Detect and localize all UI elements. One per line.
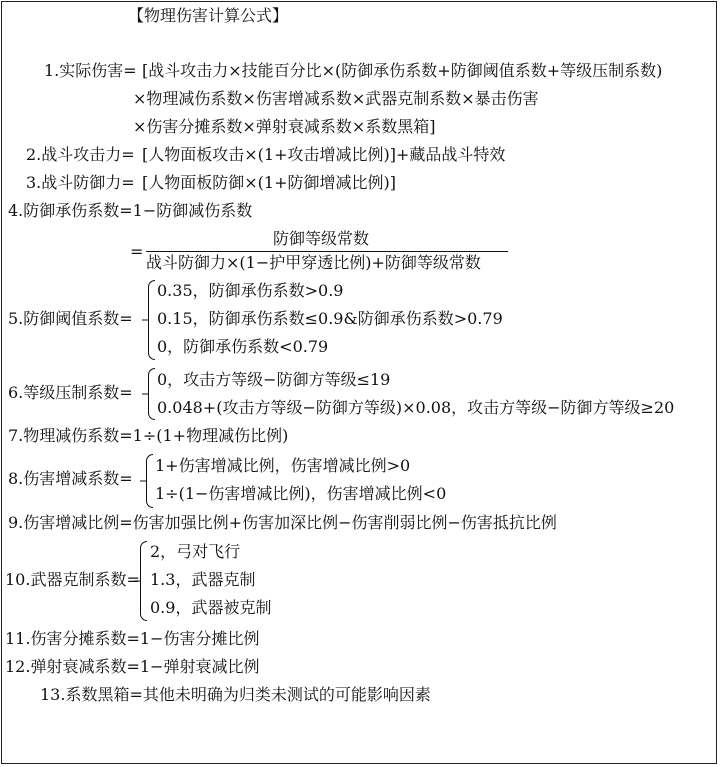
formula-13: 13.系数黑箱=其他未明确为归类未测试的可能影响因素 — [40, 685, 431, 704]
formula-11: 11.伤害分摊系数=1−伤害分摊比例 — [5, 629, 260, 648]
formula-4-numerator: 防御等级常数 — [273, 229, 370, 248]
formula-6-case-2: 0.048+(攻击方等级−防御方等级)×0.08，攻击方等级−防御方等级≥20 — [157, 398, 675, 417]
formula-1-line3: ×伤害分摊系数×弹射衰减系数×系数黑箱] — [133, 117, 436, 136]
formula-4-equals: = — [130, 242, 144, 261]
formula-4-lhs: 4.防御承伤系数=1−防御减伤系数 — [8, 201, 253, 220]
formula-5-case-1: 0.35，防御承伤系数>0.9 — [157, 281, 344, 300]
formula-5-lhs: 5.防御阈值系数= — [8, 309, 133, 328]
formula-1-lhs: 1.实际伤害= — [44, 61, 137, 80]
formula-9: 9.伤害增减比例=伤害加强比例+伤害加深比例−伤害削弱比例−伤害抵抗比例 — [8, 513, 557, 532]
formula-7: 7.物理减伤系数=1÷(1+物理减伤比例) — [8, 426, 289, 445]
case-brace — [140, 541, 147, 621]
formula-5-case-2: 0.15，防御承伤系数≤0.9&防御承伤系数>0.79 — [157, 309, 503, 328]
case-brace — [148, 368, 155, 420]
formula-2-lhs: 2.战斗攻击力= — [26, 145, 135, 164]
formula-1-line1: [战斗攻击力×技能百分比×(防御承伤系数+防御阈值系数+等级压制系数) — [142, 61, 663, 80]
fraction-bar — [146, 251, 508, 252]
case-brace — [148, 280, 155, 360]
formula-8-case-1: 1+伤害增减比例，伤害增减比例>0 — [155, 456, 411, 475]
formula-4-denominator: 战斗防御力×(1−护甲穿透比例)+防御等级常数 — [146, 253, 481, 272]
formula-8-case-2: 1÷(1−伤害增减比例)，伤害增减比例<0 — [155, 484, 447, 503]
formula-10-case-3: 0.9，武器被克制 — [150, 598, 272, 617]
formula-10-case-1: 2，弓对飞行 — [150, 542, 241, 561]
formula-6-lhs: 6.等级压制系数= — [8, 383, 133, 402]
formula-3-lhs: 3.战斗防御力= — [26, 173, 135, 192]
formula-12: 12.弹射衰减系数=1−弹射衰减比例 — [5, 657, 260, 676]
formula-5-case-3: 0，防御承伤系数<0.79 — [157, 337, 329, 356]
formula-10-case-2: 1.3，武器克制 — [150, 570, 256, 589]
case-brace — [146, 454, 153, 508]
formula-3-rhs: [人物面板防御×(1+防御增减比例)] — [142, 173, 396, 192]
formula-2-rhs: [人物面板攻击×(1+攻击增减比例)]+藏品战斗特效 — [142, 145, 506, 164]
formula-1-line2: ×物理减伤系数×伤害增减系数×武器克制系数×暴击伤害 — [133, 89, 539, 108]
formula-8-lhs: 8.伤害增减系数= — [8, 469, 133, 488]
page-title: 【物理伤害计算公式】 — [128, 6, 289, 25]
formula-6-case-1: 0，攻击方等级−防御方等级≤19 — [157, 370, 391, 389]
formula-10-lhs: 10.武器克制系数= — [5, 570, 140, 589]
